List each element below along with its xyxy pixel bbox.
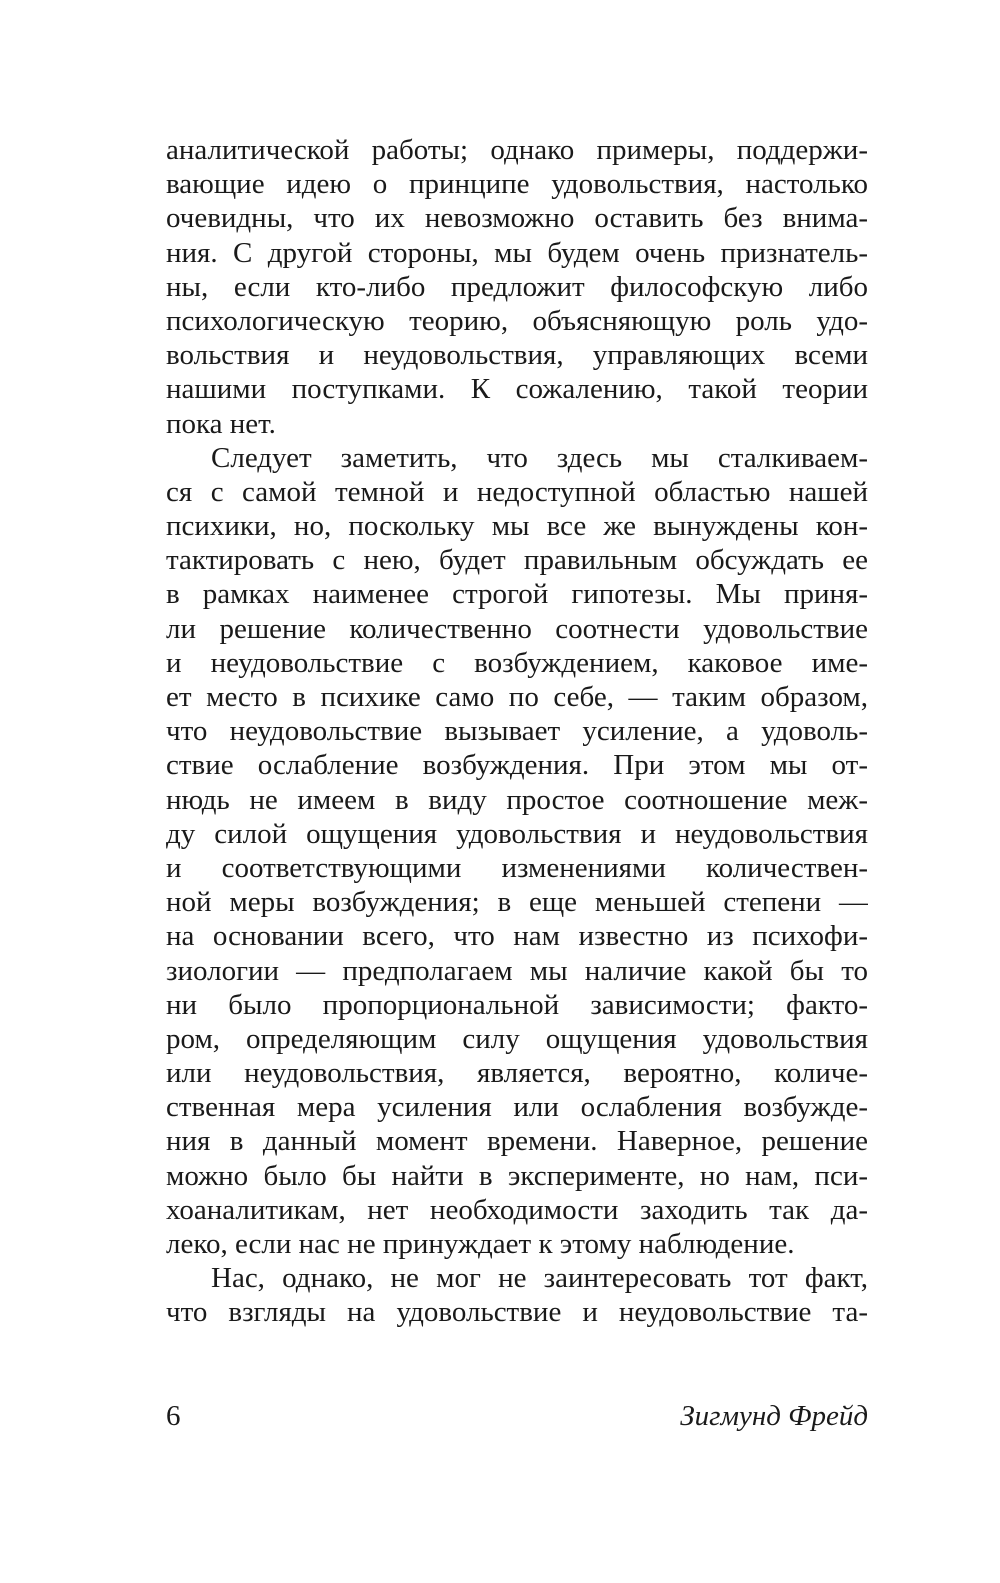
text-line: нашими поступками. К сожалению, такой теории xyxy=(166,373,868,406)
body-text xyxy=(166,133,868,1330)
running-head-author: Зигмунд Фрейд xyxy=(680,1400,868,1432)
text-line: что неудовольствие вызывает усиление, а удоволь- xyxy=(166,715,868,748)
text-line: зиологии — предполагаем мы наличие какой бы то xyxy=(166,954,868,987)
text-line: хоаналитикам, нет необходимости заходить так да- xyxy=(166,1193,868,1226)
text-line: вающие идею о принципе удовольствия, настолько xyxy=(166,168,868,201)
text-line: Нас, однако, не мог не заинтересовать тот факт, xyxy=(211,1262,868,1295)
text-line: леко, если нас не принуждает к этому наблюдение. xyxy=(166,1228,795,1260)
text-line: нюдь не имеем в виду простое соотношение меж- xyxy=(166,783,868,816)
text-line: ду силой ощущения удовольствия и неудовольствия xyxy=(166,817,868,850)
text-line: и неудовольствие с возбуждением, каковое име- xyxy=(166,646,868,679)
page-number: 6 xyxy=(166,1400,181,1432)
text-line: пока нет. xyxy=(166,407,276,440)
text-line: ет место в психике само по себе, — таким образом, xyxy=(166,681,868,713)
text-line: можно было бы найти в эксперименте, но нам, пси- xyxy=(166,1159,868,1192)
text-line: ся с самой темной и недоступной областью нашей xyxy=(166,475,868,508)
text-line: ной меры возбуждения; в еще меньшей степени — xyxy=(166,886,868,919)
text-line: вольствия и неудовольствия, управляющих всеми xyxy=(166,339,868,372)
text-line: ствие ослабление возбуждения. При этом мы от- xyxy=(166,749,868,782)
text-line: ния. С другой стороны, мы будем очень признатель- xyxy=(166,236,868,269)
text-line: психологическую теорию, объясняющую роль удо- xyxy=(166,304,868,337)
text-line: ли решение количественно соотнести удовольствие xyxy=(166,612,868,645)
text-line: ни было пропорциональной зависимости; факто- xyxy=(166,988,868,1021)
text-line: на основании всего, что нам известно из психофи- xyxy=(166,920,868,953)
text-line: что взгляды на удовольствие и неудовольствие та- xyxy=(166,1296,868,1329)
text-line: тактировать с нею, будет правильным обсуждать ее xyxy=(166,544,868,577)
text-line: ния в данный момент времени. Наверное, решение xyxy=(166,1125,868,1158)
page-footer xyxy=(166,1398,868,1434)
text-line: ственная мера усиления или ослабления возбужде- xyxy=(166,1091,868,1124)
text-line: психики, но, поскольку мы все же вынуждены кон- xyxy=(166,510,868,543)
text-line: очевидны, что их невозможно оставить без внима- xyxy=(166,202,868,235)
text-line: или неудовольствия, является, вероятно, количе- xyxy=(166,1057,868,1090)
text-line: и соответствующими изменениями количествен- xyxy=(166,851,868,884)
text-line: ром, определяющим силу ощущения удовольствия xyxy=(166,1022,868,1055)
text-line: Следует заметить, что здесь мы сталкиваем- xyxy=(211,441,868,474)
text-line: аналитической работы; однако примеры, поддержи- xyxy=(166,134,868,166)
text-line: ны, если кто-либо предложит философскую либо xyxy=(166,270,868,303)
text-line: в рамках наименее строгой гипотезы. Мы приня- xyxy=(166,578,868,611)
